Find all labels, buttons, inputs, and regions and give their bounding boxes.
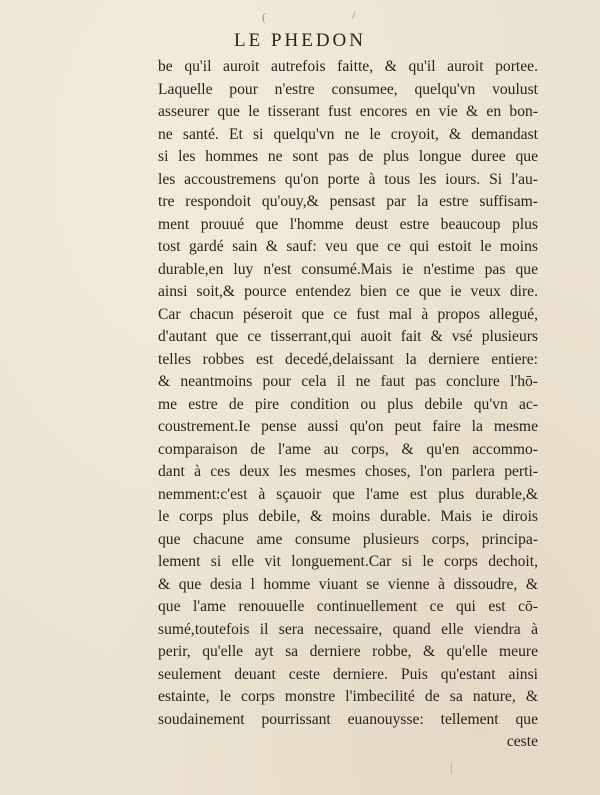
text-line: soudainement pourrissant euanouysse: tellement que — [158, 710, 538, 728]
text-line: telles robbes est decedé,delaissant la derniere entiere: — [158, 350, 538, 368]
text-line: estainte, le corps monstre l'imbecilité de sa nature, & — [158, 688, 538, 705]
text-line: le corps plus debile, & moins durable. Mais ie dirois — [158, 508, 538, 525]
catchword: ceste — [506, 733, 538, 750]
body-text — [158, 56, 538, 754]
text-line: me estre de pire condition ou plus debile qu'vn ac- — [158, 395, 538, 413]
text-line: que l'ame renouuelle continuellement ce qui est cō- — [158, 598, 538, 615]
text-line: les accoustremens qu'on porte à tous les iours. Si l'au- — [158, 170, 538, 188]
text-line: perir, qu'elle ayt sa derniere robbe, & qu'elle meure — [158, 643, 538, 660]
text-line: tre respondoit qu'ouy,& pensast par la estre suffisam- — [158, 193, 538, 210]
text-line: d'autant que ce tisserrant,qui auoit fait & vsé plusieurs — [158, 328, 538, 345]
text-line: ment prouué que l'homme deust estre beaucoup plus — [158, 215, 538, 233]
text-line: coustrement.Ie pense aussi qu'on peut faire la mesme — [158, 418, 538, 435]
page-mark: ( — [262, 10, 266, 24]
page-mark: / — [352, 8, 356, 22]
text-line: & que desia l homme viuant se vienne à dissoudre, & — [158, 575, 538, 593]
text-line: Car chacun péseroit que ce fust mal à propos allegué, — [158, 305, 538, 323]
text-line: Laquelle pour n'estre consumee, quelqu'vn voulust — [158, 80, 538, 98]
text-line: nemment:c'est à sçauoir que l'ame est plus durable,& — [158, 485, 538, 503]
text-line: & neantmoins pour cela il ne faut pas conclure l'hō- — [158, 373, 538, 390]
text-line: que chacune ame consume plusieurs corps, principa- — [158, 530, 538, 548]
text-line: durable,en luy n'est consumé.Mais ie n'estime pas que — [158, 260, 538, 278]
text-line: sumé,toutefois il sera necessaire, quand elle viendra à — [158, 620, 538, 638]
page-mark: | — [450, 760, 453, 774]
text-line: si les hommes ne sont pas de plus longue duree que — [158, 148, 538, 165]
text-line: tost gardé sain & sauf: veu que ce qui estoit le moins — [158, 238, 538, 255]
text-line: comparaison de l'ame au corps, & qu'en accommo- — [158, 440, 538, 458]
text-line: be qu'il auroit autrefois faitte, & qu'il auroit portee. — [158, 58, 538, 75]
text-line: ainsi soit,& pource entendez bien ce que ie veux dire. — [158, 283, 538, 300]
text-line: asseurer que le tisserant fust encores en vie & en bon- — [158, 103, 538, 120]
text-line: dant à ces deux les mesmes choses, l'on parlera perti- — [158, 463, 538, 480]
text-line: seulement deuant ceste derniere. Puis qu'estant ainsi — [158, 665, 538, 683]
text-line: lement si elle vit longuement.Car si le corps dechoit, — [158, 553, 538, 570]
text-line: ne santé. Et si quelqu'vn ne le croyoit, & demandast — [158, 125, 538, 143]
running-title: LE PHEDON — [233, 30, 367, 51]
